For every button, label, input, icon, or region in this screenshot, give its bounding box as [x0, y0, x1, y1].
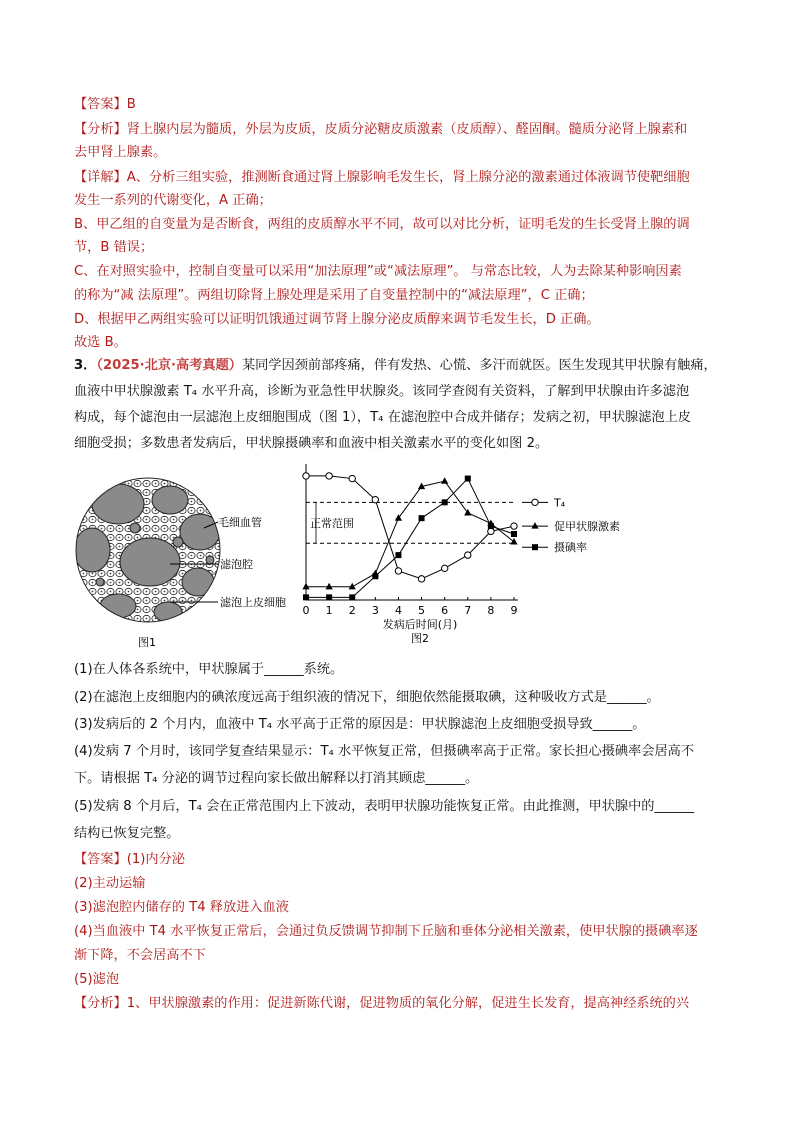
- detail-line-3: B、甲乙组的自变量为是否断食，两组的皮质醇水平不同，故可以对比分析，证明毛发的生长受肾上腺的调: [74, 217, 690, 232]
- line-chart: [290, 462, 670, 652]
- question-stem-4: 细胞受损；多数患者发病后，甲状腺摄碘率和血液中相关激素水平的变化如图 2。: [74, 436, 549, 451]
- data-point: [510, 538, 517, 545]
- answer2-a2: (2)主动运输: [74, 876, 146, 891]
- detail-line-5: C、在对照实验中，控制自变量可以采用“加法原理”或“减法原理”。 与常态比较，人为去除某种影响因素: [74, 264, 682, 279]
- sub-question-5b: 结构已恢复完整。: [74, 826, 180, 841]
- label-capillary: 毛细血管: [218, 516, 262, 529]
- data-point: [395, 552, 401, 558]
- series-line-1: [306, 481, 514, 587]
- detail-line-8: 故选 B。: [74, 335, 127, 350]
- x-tick-label: 5: [418, 604, 426, 617]
- x-tick-label: 2: [348, 604, 356, 617]
- detail-line-7: D、根据甲乙两组实验可以证明饥饿通过调节肾上腺分泌皮质醇来调节毛发生长，D 正确。: [74, 312, 600, 327]
- data-point: [465, 552, 471, 558]
- sub-question-3: (3)发病后的 2 个月内，血液中 T₄ 水平高于正常的原因是：甲状腺滤泡上皮细胞受损导致______。: [74, 717, 646, 732]
- sub-question-1: (1)在人体各系统中，甲状腺属于______系统。: [74, 662, 344, 677]
- data-point: [419, 515, 425, 521]
- answer2-label: 【答案】: [74, 852, 127, 867]
- data-point: [442, 499, 448, 505]
- figure-1: [70, 470, 295, 650]
- normal-range-label: 正常范围: [310, 516, 354, 530]
- x-tick-label: 3: [371, 604, 379, 617]
- detail-line-1: 【详解】A、分析三组实验，推测断食通过肾上腺影响毛发生长，肾上腺分泌的激素通过体液调节使靶细胞: [74, 170, 690, 185]
- label-lumen: 滤泡腔: [220, 558, 253, 571]
- legend-marker: [532, 544, 538, 550]
- answer-line: 【答案】B: [74, 97, 136, 112]
- data-point: [418, 576, 424, 582]
- question-stem-3: 构成，每个滤泡由一层滤泡上皮细胞围成（图 1），T₄ 在滤泡腔中合成并储存；发病之初，甲状腺滤泡上皮: [74, 410, 691, 425]
- x-tick-label: 7: [464, 604, 472, 617]
- data-point: [441, 477, 448, 484]
- sub-question-4b: 下。请根据 T₄ 分泌的调节过程向家长做出解释以打消其顾虑______。: [74, 771, 479, 786]
- data-point: [372, 573, 378, 579]
- detail-line-6: 的称为“减 法原理”。两组切除肾上腺处理是采用了自变量控制中的“减法原理”，C 正确；: [74, 288, 594, 303]
- data-point: [395, 568, 401, 574]
- question-stem-text: 某同学因颈前部疼痛，伴有发热、心慌、多汗而就医。医生发现其甲状腺有触痛，: [242, 358, 717, 373]
- figure-2-caption: 图2: [411, 632, 429, 645]
- follicle-diagram: [70, 470, 295, 650]
- legend-iodine-label: 摄碘率: [554, 541, 587, 555]
- answer2-a5: (5)滤泡: [74, 972, 120, 987]
- data-point: [511, 523, 517, 529]
- data-point: [488, 523, 494, 529]
- sub-question-4a: (4)发病 7 个月时，该同学复查结果显示：T₄ 水平恢复正常，但摄碘率高于正常。家长担心摄碘率会居高不: [74, 744, 695, 759]
- legend-marker: [531, 522, 538, 529]
- data-point: [326, 473, 332, 479]
- data-point: [303, 594, 309, 600]
- data-point: [326, 594, 332, 600]
- data-point: [441, 565, 447, 571]
- x-tick-label: 9: [510, 604, 518, 617]
- legend-t4-label: T₄: [554, 496, 566, 510]
- series-line-2: [306, 479, 514, 598]
- data-point: [511, 531, 517, 537]
- data-point: [326, 583, 333, 590]
- detail-line-2: 发生一系列的代谢变化，A 正确；: [74, 193, 272, 208]
- question-stem-1: [74, 358, 717, 374]
- answer2-a3: (3)滤泡腔内储存的 T4 释放进入血液: [74, 900, 289, 915]
- answer2-a1: (1)内分泌: [126, 852, 185, 867]
- analysis-line-2: 去甲肾上腺素。: [74, 145, 167, 160]
- data-point: [349, 594, 355, 600]
- data-point: [349, 583, 356, 590]
- legend-marker: [532, 499, 538, 505]
- figure-1-caption: 图1: [138, 636, 156, 649]
- analysis-line-1: 【分析】肾上腺内层为髓质，外层为皮质，皮质分泌糖皮质激素（皮质醇）、醛固酮。髓质分泌肾上腺素和: [74, 122, 688, 137]
- answer2-line-1: [74, 852, 185, 868]
- x-tick-label: 8: [487, 604, 495, 617]
- answer2-a4a: (4)当血液中 T4 水平恢复正常后，会通过负反馈调节抑制下丘脑和垂体分泌相关激素，使甲状腺的摄碘率逐: [74, 924, 698, 939]
- x-tick-label: 6: [441, 604, 449, 617]
- label-epithelial: 滤泡上皮细胞: [220, 596, 286, 609]
- data-point: [303, 473, 309, 479]
- data-point: [465, 476, 471, 482]
- x-tick-label: 1: [325, 604, 333, 617]
- question-stem-2: 血液中甲状腺激素 T₄ 水平升高，诊断为亚急性甲状腺炎。该同学查阅有关资料，了解到甲状腺由许多滤泡: [74, 384, 690, 399]
- detail-line-4: 节，B 错误；: [74, 240, 154, 255]
- x-tick-label: 4: [394, 604, 402, 617]
- question-source: （2025·北京·高考真题）: [96, 358, 242, 373]
- legend-tsh-label: 促甲状腺激素: [554, 520, 620, 534]
- x-axis-label: 发病后时间(月): [382, 618, 458, 631]
- answer2-a4b: 渐下降，不会居高不下: [74, 948, 206, 963]
- data-point: [488, 528, 494, 534]
- answer2-analysis-tail: 【分析】1、甲状腺激素的作用：促进新陈代谢，促进物质的氧化分解，促进生长发育，提高神经系统的兴: [74, 996, 690, 1011]
- sub-question-2: (2)在滤泡上皮细胞内的碘浓度远高于组织液的情况下，细胞依然能摄取碘，这种吸收方式是______。: [74, 690, 660, 705]
- data-point: [302, 583, 309, 590]
- data-point: [372, 496, 378, 502]
- question-number: 3．: [74, 358, 97, 373]
- sub-question-5a: (5)发病 8 个月后，T₄ 会在正常范围内上下波动，表明甲状腺功能恢复正常。由此推测，甲状腺中的______: [74, 799, 695, 814]
- figure-2: [290, 462, 670, 652]
- x-tick-label: 0: [302, 604, 310, 617]
- data-point: [349, 475, 355, 481]
